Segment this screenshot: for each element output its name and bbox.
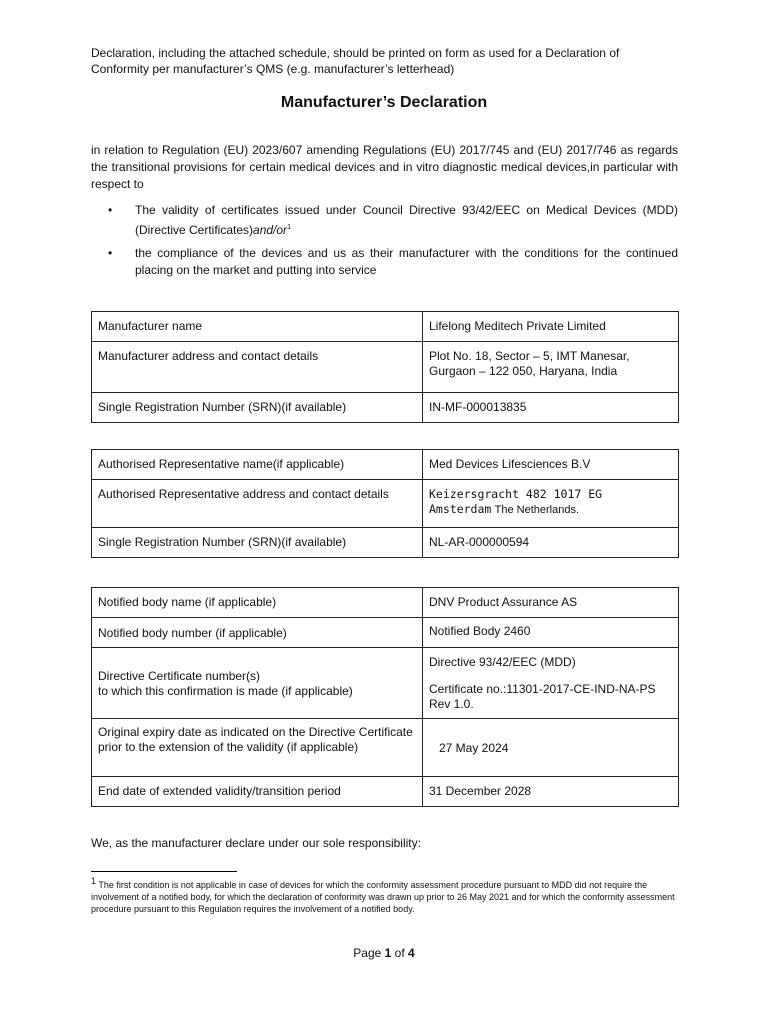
table-row (92, 480, 679, 528)
declaration-statement: We, as the manufacturer declare under our sole responsibility: (91, 836, 421, 850)
bullet-item (108, 202, 678, 239)
row-value: NL-AR-000000594 (423, 528, 679, 558)
label-line: to which this confirmation is made (if applicable) (98, 683, 353, 698)
table-row (92, 777, 679, 807)
value-line: Keizersgracht 482 1017 EG (429, 487, 603, 501)
row-label (92, 648, 423, 719)
row-value: IN-MF-000013835 (423, 393, 679, 423)
notified-body-table (91, 587, 679, 807)
footnote-divider (91, 871, 237, 872)
page-of: of (394, 946, 405, 960)
bullet-marker: • (108, 203, 113, 217)
value-line: Directive 93/42/EEC (MDD) (429, 655, 576, 669)
bullet-list (108, 202, 678, 285)
bullet-marker: • (108, 246, 113, 260)
table-row (92, 450, 679, 480)
page-total: 4 (408, 946, 415, 960)
bullet-item (108, 245, 678, 279)
row-value: Notified Body 2460 (423, 618, 679, 648)
regulation-paragraph: in relation to Regulation (EU) 2023/607 amending Regulations (EU) 2017/745 and (EU) 2017/746 as regards the transitional provisions for certain medical devices and in vitro diagnostic medical devices,in particular with respect to (91, 143, 678, 191)
value-line: Certificate no.:11301-2017-CE-IND-NA-PS (429, 682, 656, 696)
value-suffix: The Netherlands. (494, 504, 580, 516)
row-value: 27 May 2024 (423, 719, 679, 777)
row-label: Authorised Representative address and contact details (92, 480, 423, 528)
intro-note (91, 45, 691, 77)
row-label: Single Registration Number (SRN)(if available) (92, 393, 423, 423)
intro-line-2: Conformity per manufacturer’s QMS (e.g. manufacturer’s letterhead) (91, 62, 455, 76)
bullet-text: the compliance of the devices and us as their manufacturer with the conditions for the continued placing on the market and putting into service (135, 246, 678, 277)
table-row (92, 588, 679, 618)
row-value (423, 342, 679, 393)
table-row (92, 342, 679, 393)
page-current: 1 (384, 946, 392, 960)
intro-line-1: Declaration, including the attached schedule, should be printed on form as used for a Declaration of (91, 46, 620, 60)
table-row (92, 393, 679, 423)
row-value: Med Devices Lifesciences B.V (423, 450, 679, 480)
page-number (0, 946, 768, 960)
row-label: Notified body name (if applicable) (92, 588, 423, 618)
label-line: Directive Certificate number(s) (98, 668, 261, 683)
page-prefix: Page (353, 946, 382, 960)
footnote (91, 875, 681, 915)
value-line: Amsterdam (429, 502, 492, 516)
row-label: Manufacturer name (92, 312, 423, 342)
table-row (92, 528, 679, 558)
footnote-text: The first condition is not applicable in case of devices for which the conformity assessment procedure pursuant to MDD did not require the involvement of a notified body, for which the declaration of conformity was drawn up prior to 26 May 2021 and for which the conformity assessment procedure pursuant to this Regulation requires the involvement of a notified body. (91, 880, 675, 914)
document-title: Manufacturer’s Declaration (280, 94, 488, 111)
table-row (92, 719, 679, 777)
row-label: Notified body number (if applicable) (92, 618, 423, 648)
value-line: Plot No. 18, Sector – 5, IMT Manesar, (429, 349, 630, 363)
table-row (92, 618, 679, 648)
row-label: Original expiry date as indicated on the Directive Certificate prior to the extension of the validity (if applicable) (92, 719, 423, 777)
row-value: Lifelong Meditech Private Limited (423, 312, 679, 342)
table-row (92, 312, 679, 342)
row-label: End date of extended validity/transition period (92, 777, 423, 807)
value-line: Rev 1.0. (429, 697, 474, 711)
footnote-ref: 1 (287, 224, 291, 231)
authorised-representative-table (91, 449, 679, 558)
row-value: DNV Product Assurance AS (423, 588, 679, 618)
table-row (92, 648, 679, 719)
row-label: Manufacturer address and contact details (92, 342, 423, 393)
row-value (423, 480, 679, 528)
footnote-marker: 1 (91, 876, 97, 886)
row-label: Authorised Representative name(if applicable) (92, 450, 423, 480)
row-value: 31 December 2028 (423, 777, 679, 807)
row-value (423, 648, 679, 719)
manufacturer-table (91, 311, 679, 423)
row-label: Single Registration Number (SRN)(if available) (92, 528, 423, 558)
bullet-text: The validity of certificates issued under Council Directive 93/42/EEC on Medical Devices (MDD) (Directive Certificates) (135, 203, 678, 237)
bullet-italic: and/or (253, 223, 288, 237)
value-line: Gurgaon – 122 050, Haryana, India (429, 364, 618, 378)
